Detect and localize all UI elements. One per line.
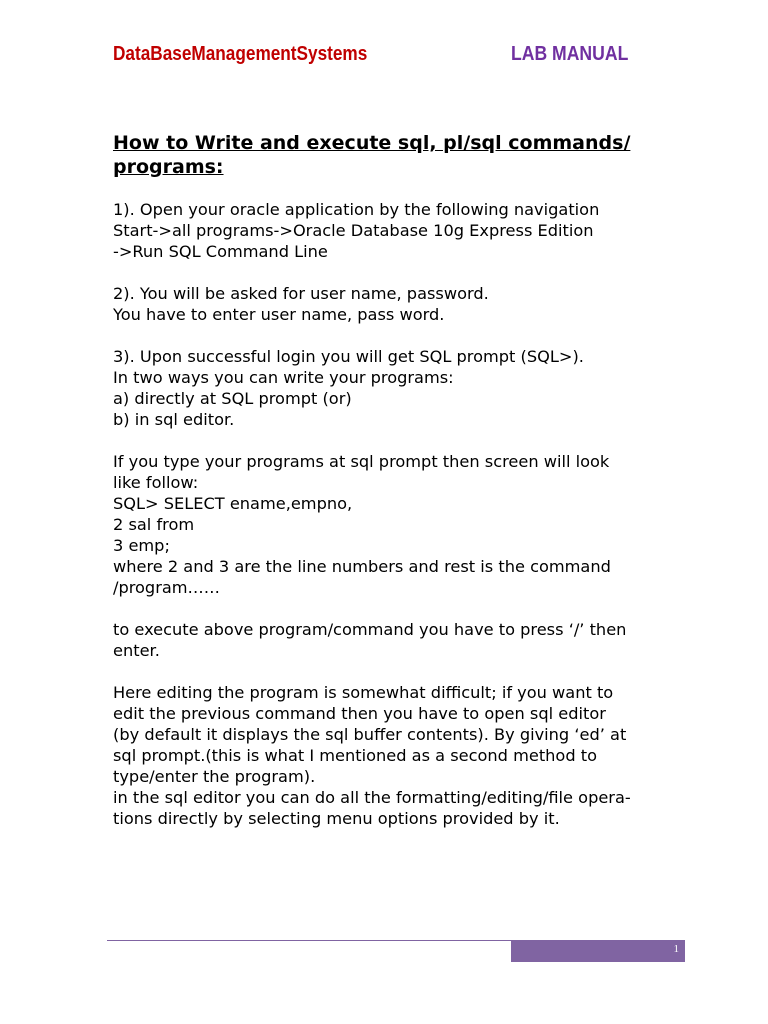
text-line: /program…… [113, 578, 220, 597]
paragraph-editor [113, 682, 683, 829]
footer-page-box [511, 941, 685, 962]
code-line: SQL> SELECT ename,empno, [113, 494, 353, 513]
text-line: sql prompt.(this is what I mentioned as a second method to [113, 746, 597, 765]
text-line: You have to enter user name, pass word. [113, 305, 445, 324]
text-line: (by default it displays the sql buffer contents). By giving ‘ed’ at [113, 725, 627, 744]
header-lab-manual: LAB MANUAL [511, 43, 629, 65]
text-line: a) directly at SQL prompt (or) [113, 389, 352, 408]
text-line: b) in sql editor. [113, 410, 235, 429]
page-title [113, 131, 683, 179]
text-line: 2). You will be asked for user name, password. [113, 284, 489, 303]
text-line: 1). Open your oracle application by the following navigation [113, 200, 600, 219]
text-line: Start->all programs->Oracle Database 10g Express Edition [113, 221, 594, 240]
paragraph-navigation [113, 199, 683, 262]
text-line: In two ways you can write your programs: [113, 368, 454, 387]
text-line: where 2 and 3 are the line numbers and rest is the command [113, 557, 611, 576]
code-line: 2 sal from [113, 515, 195, 534]
text-line: enter. [113, 641, 160, 660]
text-line: If you type your programs at sql prompt then screen will look [113, 452, 610, 471]
paragraph-example [113, 451, 683, 598]
header-course-title: DataBaseManagementSystems [113, 43, 368, 65]
text-line: ->Run SQL Command Line [113, 242, 328, 261]
code-line: 3 emp; [113, 536, 170, 555]
page-title-line-2: programs: [113, 156, 224, 178]
text-line: edit the previous command then you have to open sql editor [113, 704, 606, 723]
text-line: tions directly by selecting menu options provided by it. [113, 809, 560, 828]
paragraph-login [113, 283, 683, 325]
text-line: Here editing the program is somewhat difficult; if you want to [113, 683, 614, 702]
body-content [113, 199, 683, 850]
page-number: 1 [673, 943, 679, 955]
paragraph-sql-prompt [113, 346, 683, 430]
text-line: type/enter the program). [113, 767, 316, 786]
text-line: to execute above program/command you have to press ‘/’ then [113, 620, 627, 639]
text-line: like follow: [113, 473, 199, 492]
text-line: in the sql editor you can do all the formatting/editing/file opera- [113, 788, 631, 807]
text-line: 3). Upon successful login you will get SQL prompt (SQL>). [113, 347, 584, 366]
paragraph-execute [113, 619, 683, 661]
page-title-line-1: How to Write and execute sql, pl/sql commands/ [113, 132, 631, 154]
